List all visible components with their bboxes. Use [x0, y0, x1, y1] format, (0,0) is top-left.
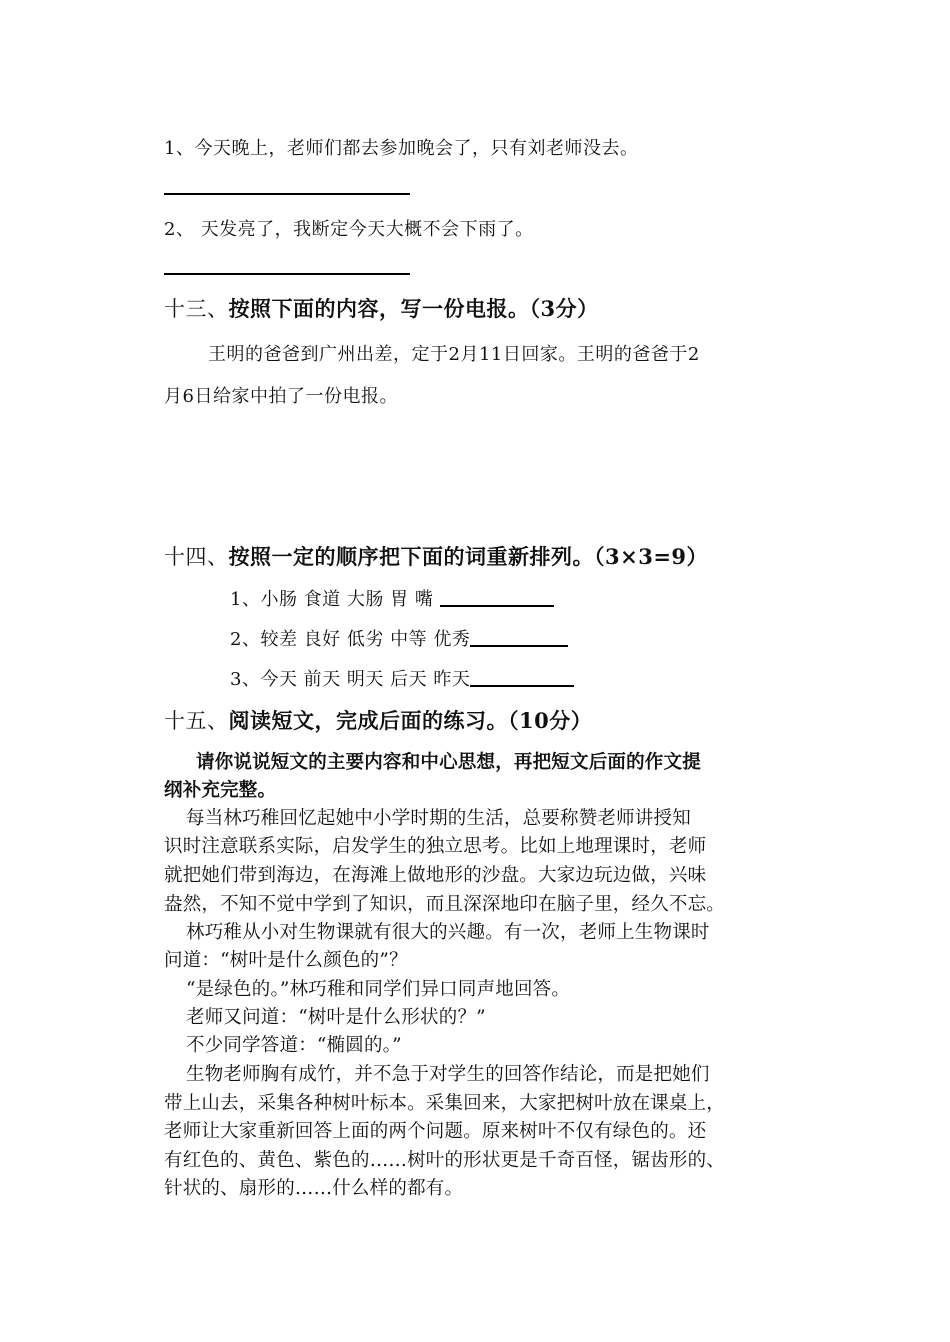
q13-answer-area[interactable] [164, 420, 790, 530]
passage-line-7: “是绿色的。”林巧稚和同学们异口同声地回答。 [186, 979, 571, 1000]
passage-line-5: 林巧稚从小对生物课就有很大的兴趣。有一次，老师上生物课时 [186, 922, 710, 943]
q14-item-3-text: 3、今天 前天 明天 后天 昨天 [230, 669, 471, 690]
q14-item-2-text: 2、较差 良好 低劣 中等 优秀 [230, 629, 471, 650]
passage-line-12: 老师让大家重新回答上面的两个问题。原来树叶不仅有绿色的。还 [164, 1121, 707, 1142]
passage-line-2: 识时注意联系实际，启发学生的独立思考。比如上地理课时，老师 [164, 836, 707, 857]
q13-body-line-1: 王明的爸爸到广州出差，定于2月11日回家。王明的爸爸于2 [208, 344, 700, 365]
passage-line-1: 每当林巧稚回忆起她中小学时期的生活，总要称赞老师讲授知 [186, 808, 691, 829]
q15-instruction-line-2: 纲补充完整。 [164, 780, 277, 801]
passage-line-3: 就把她们带到海边，在海滩上做地形的沙盘。大家边玩边做，兴味 [164, 865, 707, 886]
q12-answer-line-1[interactable] [164, 193, 410, 195]
q14-blank-2[interactable] [470, 627, 568, 647]
q14-heading [164, 541, 708, 571]
q12-item-1: 1、今天晚上，老师们都去参加晚会了，只有刘老师没去。 [164, 138, 639, 159]
q12-item-2: 2、 天发亮了，我断定今天大概不会下雨了。 [164, 219, 534, 240]
q15-title: 阅读短文，完成后面的练习。（10分） [228, 708, 593, 733]
q12-answer-line-2[interactable] [164, 273, 410, 275]
q14-item-2 [230, 625, 568, 651]
q13-number: 十三、 [164, 297, 229, 321]
passage-line-14: 针状的、扇形的……什么样的都有。 [164, 1178, 464, 1199]
q15-instruction-line-1: 请你说说短文的主要内容和中心思想，再把短文后面的作文提 [196, 752, 701, 773]
q14-item-1 [230, 585, 554, 611]
q15-number: 十五、 [164, 709, 229, 733]
q13-body-line-2: 月6日给家中拍了一份电报。 [164, 386, 398, 407]
q14-blank-1[interactable] [440, 587, 554, 607]
q14-item-1-text: 1、小肠 食道 大肠 胃 嘴 [230, 589, 440, 610]
passage-line-9: 不少同学答道：“椭圆的。” [186, 1035, 402, 1056]
passage-line-8: 老师又问道：“树叶是什么形状的？” [186, 1007, 486, 1028]
passage-line-6: 问道：“树叶是什么颜色的”？ [164, 950, 408, 971]
passage-line-4: 盎然，不知不觉中学到了知识，而且深深地印在脑子里，经久不忘。 [164, 894, 726, 915]
q13-heading [164, 293, 599, 323]
q14-item-3 [230, 665, 574, 691]
q14-number: 十四、 [164, 545, 229, 569]
q14-blank-3[interactable] [470, 667, 574, 687]
passage-line-10: 生物老师胸有成竹，并不急于对学生的回答作结论，而是把她们 [186, 1064, 710, 1085]
q14-title: 按照一定的顺序把下面的词重新排列。（3×3=9） [228, 544, 709, 569]
passage-line-13: 有红色的、黄色、紫色的……树叶的形状更是千奇百怪，锯齿形的、 [164, 1150, 726, 1171]
passage-line-11: 带上山去，采集各种树叶标本。采集回来，大家把树叶放在课桌上， [164, 1093, 726, 1114]
q15-heading [164, 705, 592, 735]
q13-title: 按照下面的内容，写一份电报。（3分） [228, 296, 599, 321]
